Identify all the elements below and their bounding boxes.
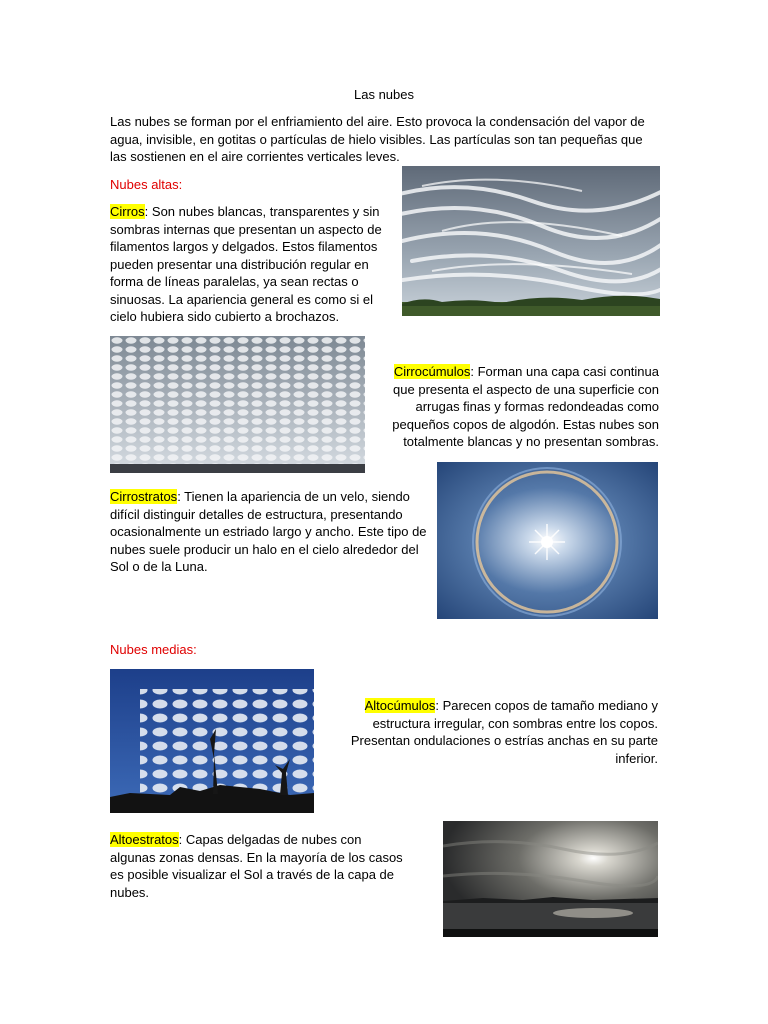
cirrostratos-term: Cirrostratos	[110, 489, 178, 504]
altoestratos-term: Altoestratos	[110, 832, 179, 847]
cirros-photo	[402, 166, 660, 316]
altocumulos-photo	[110, 669, 314, 813]
altoestratos-photo	[443, 821, 658, 937]
section-heading-mid-clouds: Nubes medias:	[110, 642, 197, 657]
cirros-text: : Son nubes blancas, transparentes y sin sombras internas que presentan un aspecto de filamentos largos y delgados. Estos filamentos pueden presentar una distribución regular en forma de líneas paralelas, ya sean rectas o sinuosas. La apariencia general es como si el cielo hubiera sido cubierto a brochazos.	[110, 204, 382, 324]
altoestratos-text: : Capas delgadas de nubes con algunas zonas densas. En la mayoría de los casos es posible visualizar el Sol a través de la capa de nubes.	[110, 832, 403, 900]
altocumulos-paragraph	[340, 697, 658, 767]
cirros-term: Cirros	[110, 204, 145, 219]
altocumulos-term: Altocúmulos	[364, 698, 436, 713]
cirrostratos-text: : Tienen la apariencia de un velo, siendo difícil distinguir detalles de estructura, presentando ocasionalmente un estriado largo y ancho. Este tipo de nubes suele producir un halo en el cielo alrededor del Sol o de la Luna.	[110, 489, 427, 574]
cirrostratos-halo-photo	[437, 462, 658, 619]
section-heading-high-clouds: Nubes altas:	[110, 177, 183, 192]
intro-paragraph: Las nubes se forman por el enfriamiento del aire. Esto provoca la condensación del vapor de agua, invisible, en gotitas o partículas de hielo visibles. Las partículas son tan pequeñas que las sostienen en el aire corrientes verticales leves.	[110, 114, 645, 164]
cirrocumulos-photo	[110, 336, 365, 473]
cirros-paragraph	[110, 203, 386, 326]
cirrocumulos-paragraph	[390, 363, 659, 451]
page-title: Las nubes	[354, 87, 414, 102]
altocumulos-text: : Parecen copos de tamaño mediano y estructura irregular, con sombras entre los copos. Presentan ondulaciones o estrías anchas en su parte inferior.	[350, 698, 658, 766]
cirrocumulos-term: Cirrocúmulos	[393, 364, 471, 379]
altoestratos-paragraph	[110, 831, 410, 901]
cirrocumulos-text: : Forman una capa casi continua que presenta el aspecto de una superficie con arrugas finas y formas redondeadas como pequeños copos de algodón. Estas nubes son totalmente blancas y no presentan sombras.	[392, 364, 659, 449]
cirrostratos-paragraph	[110, 488, 428, 576]
